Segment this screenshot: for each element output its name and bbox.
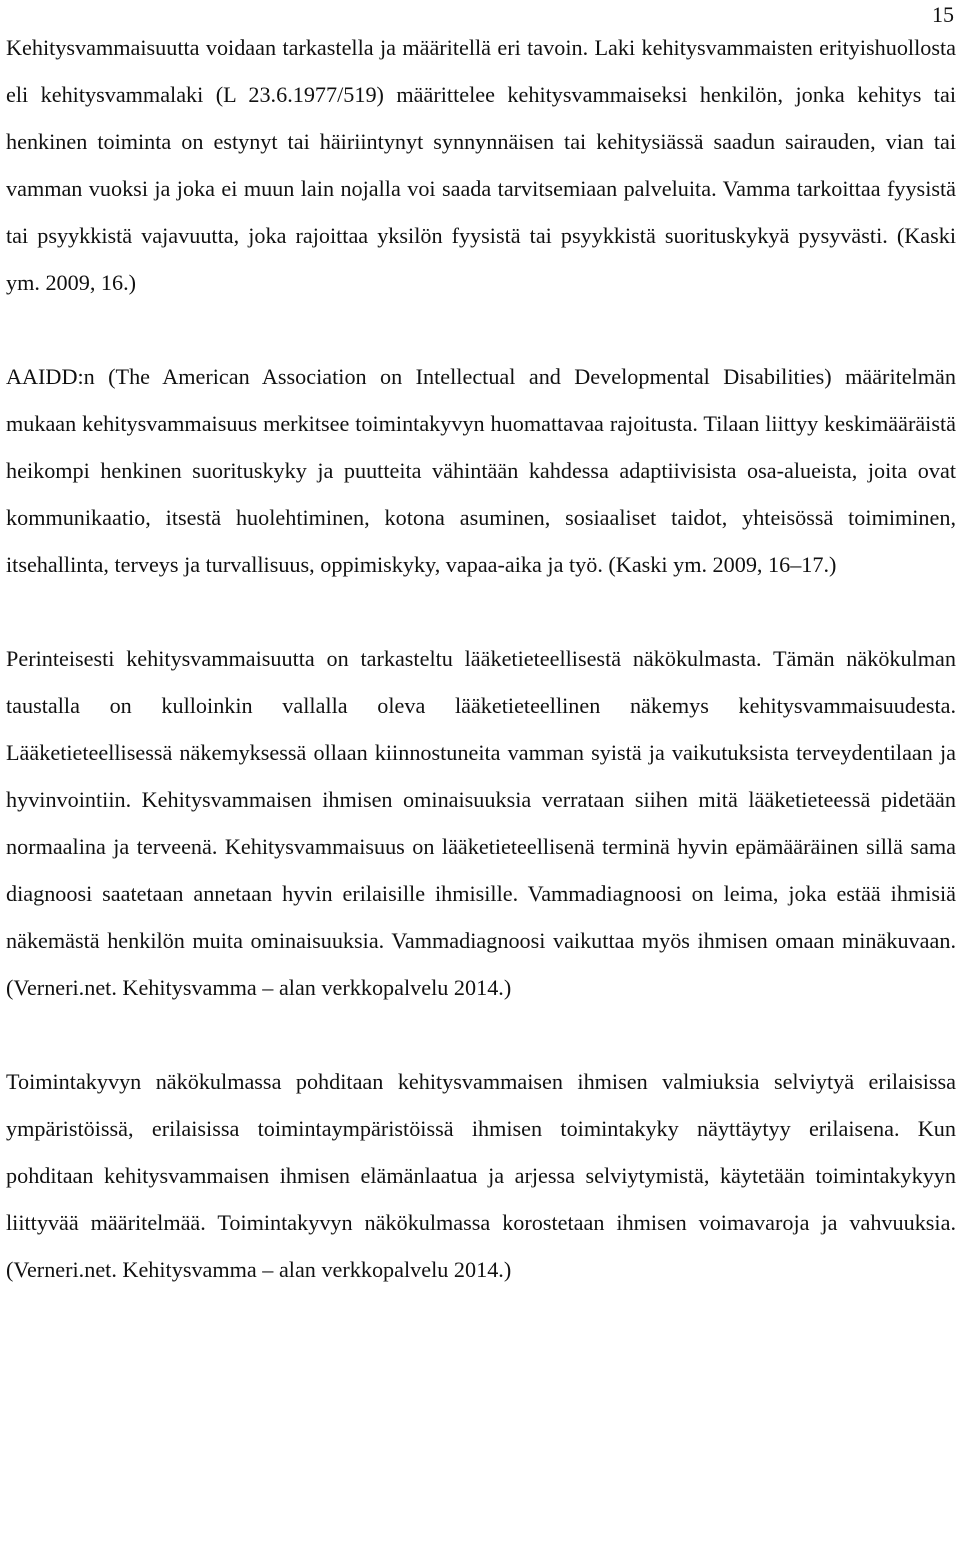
paragraph-aaidd-definition: AAIDD:n (The American Association on Intellectual and Developmental Disabilities) määritelmän mukaan kehitysvammaisuus merkitsee toimintakyvyn huomattavaa rajoitusta. Tilaan liittyy keskimääräistä heikompi henkinen suorituskyky ja puutteita vähintään kahdessa adaptiivisista osa-alueista, joita ovat kommunikaatio, itsestä huolehtiminen, kotona asuminen, sosiaaliset taidot, yhteisössä toimiminen, itsehallinta, terveys ja turvallisuus, oppimiskyky, vapaa-aika ja työ. (Kaski ym. 2009, 16–17.) (6, 364, 956, 577)
paragraph-functional-perspective: Toimintakyvyn näkökulmassa pohditaan kehitysvammaisen ihmisen valmiuksia selviytyä erilaisissa ympäristöissä, erilaisissa toimintaympäristöissä ihmisen toimintakyky näyttäytyy erilaisena. Kun pohditaan kehitysvammaisen ihmisen elämänlaatua ja arjessa selviytymistä, käytetään toimintakykyyn liittyvää määritelmää. Toimintakyvyn näkökulmassa korostetaan ihmisen voimavaroja ja vahvuuksia. (Verneri.net. Kehitysvamma – alan verkkopalvelu 2014.) (6, 1069, 956, 1282)
paragraph-medical-perspective: Perinteisesti kehitysvammaisuutta on tarkasteltu lääketieteellisestä näkökulmasta. Tämän näkökulman taustalla on kulloinkin vallalla oleva lääketieteellinen näkemys kehitysvammaisuudesta. Lääketieteellisessä näkemyksessä ollaan kiinnostuneita vamman syistä ja vaikutuksista terveydentilaan ja hyvinvointiin. Kehitysvammaisen ihmisen ominaisuuksia verrataan siihen mitä lääketieteessä pidetään normaalina ja terveenä. Kehitysvammaisuus on lääketieteellisenä terminä hyvin epämääräinen sillä sama diagnoosi saatetaan annetaan hyvin erilaisille ihmisille. Vammadiagnoosi on leima, joka estää ihmisiä näkemästä henkilön muita ominaisuuksia. Vammadiagnoosi vaikuttaa myös ihmisen omaan minäkuvaan. (Verneri.net. Kehitysvamma – alan verkkopalvelu 2014.) (6, 646, 956, 1000)
paragraph-definition-law: Kehitysvammaisuutta voidaan tarkastella ja määritellä eri tavoin. Laki kehitysvammaisten erityishuollosta eli kehitysvammalaki (L 23.6.1977/519) määrittelee kehitysvammaiseksi henkilön, jonka kehitys tai henkinen toiminta on estynyt tai häiriintynyt synnynnäisen tai kehitysiässä saadun sairauden, vian tai vamman vuoksi ja joka ei muun lain nojalla voi saada tarvitsemiaan palveluita. Vamma tarkoittaa fyysistä tai psyykkistä vajavuutta, joka rajoittaa yksilön fyysistä tai psyykkistä suorituskykyä pysyvästi. (Kaski ym. 2009, 16.) (6, 35, 956, 295)
page-number: 15 (932, 2, 954, 27)
document-body (6, 24, 956, 1293)
